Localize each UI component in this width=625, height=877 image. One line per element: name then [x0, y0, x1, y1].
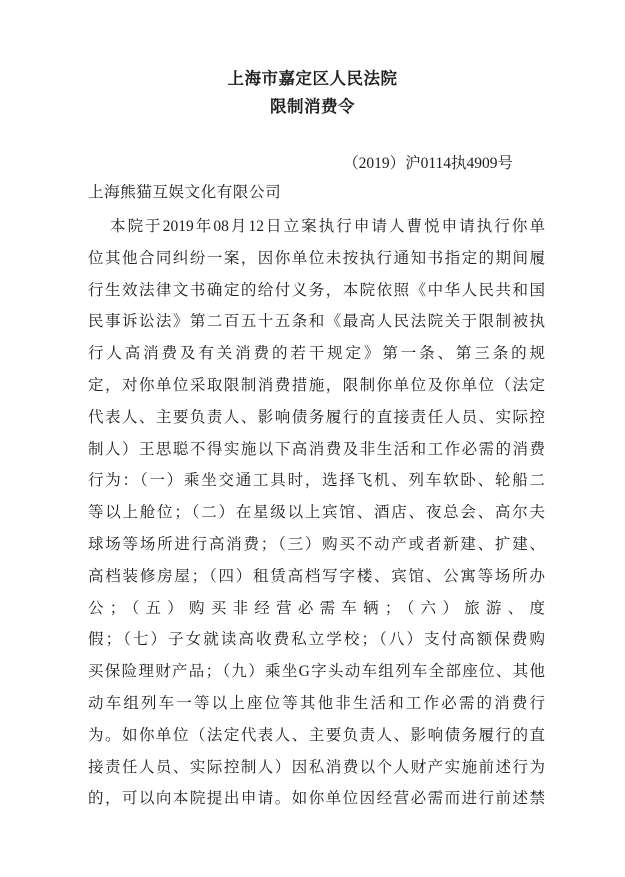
- body-line: 接责任人员、实际控制人）因私消费以个人财产实施前述行为: [88, 758, 545, 776]
- body-line: 假；（七）子女就读高收费私立学校；（八）支付高额保费购: [88, 631, 545, 649]
- body-line: 制人）王思聪不得实施以下高消费及非生活和工作必需的消费: [88, 440, 545, 458]
- body-line: 等以上舱位；（二）在星级以上宾馆、酒店、夜总会、高尔夫: [88, 504, 545, 522]
- document-title: 限制消费令: [270, 97, 355, 116]
- body-line: 的，可以向本院提出申请。如你单位因经营必需而进行前述禁: [88, 790, 545, 808]
- body-line: 代表人、主要负责人、影响债务履行的直接责任人员、实际控: [88, 408, 545, 426]
- body-line: 行人高消费及有关消费的若干规定》第一条、第三条的规: [88, 345, 545, 363]
- document-body: [88, 211, 545, 815]
- court-name: 上海市嘉定区人民法院: [227, 69, 398, 88]
- recipient-name: 上海熊猫互娱文化有限公司: [88, 184, 282, 201]
- body-line: 公；（五）购买非经营必需车辆；（六）旅游、度: [88, 599, 545, 617]
- body-line: 为。如你单位（法定代表人、主要负责人、影响债务履行的直: [88, 726, 545, 744]
- body-line: 本院于2019年08月12日立案执行申请人曹悦申请执行你单: [110, 218, 545, 235]
- body-line: 位其他合同纠纷一案，因你单位未按执行通知书指定的期间履: [88, 249, 545, 267]
- body-line: 动车组列车一等以上座位等其他非生活和工作必需的消费行: [88, 694, 545, 712]
- body-line: 球场等场所进行高消费；（三）购买不动产或者新建、扩建、: [88, 535, 545, 553]
- body-line: 行为：（一）乘坐交通工具时，选择飞机、列车软卧、轮船二: [88, 472, 545, 490]
- body-line: 买保险理财产品；（九）乘坐G字头动车组列车全部座位、其他: [88, 663, 545, 681]
- body-line: 定，对你单位采取限制消费措施，限制你单位及你单位（法定: [88, 376, 545, 394]
- body-line: 民事诉讼法》第二百五十五条和《最高人民法院关于限制被执: [88, 313, 545, 331]
- case-number: （2019）沪0114执4909号: [343, 155, 513, 172]
- body-line: 行生效法律文书确定的给付义务，本院依照《中华人民共和国: [88, 281, 545, 299]
- body-line: 高档装修房屋；（四）租赁高档写字楼、宾馆、公寓等场所办: [88, 567, 545, 585]
